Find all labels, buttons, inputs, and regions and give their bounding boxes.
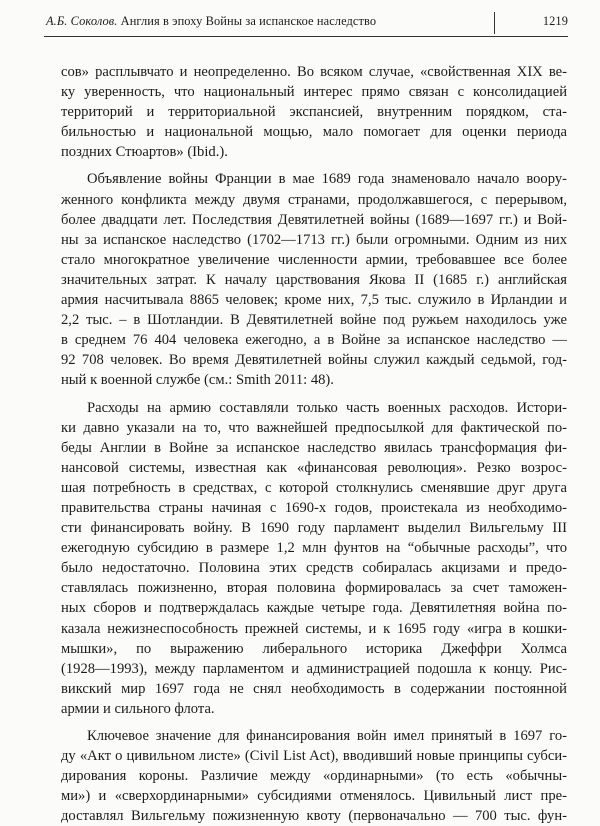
text-line: Ключевое значение для финансирования войн имел принятый в 1697 го-: [87, 728, 567, 744]
paragraph: [61, 398, 567, 720]
text-line: армия насчитывала 8865 человек; кроме них, 7,5 тыс. служило в Ирландии и: [61, 292, 567, 309]
text-line: ду «Акт о цивильном листе» (Civil List Act), вводивший новые принципы субси-: [61, 748, 567, 765]
text-line: ный к военной службе (см.: Smith 2011: 48).: [61, 372, 334, 389]
text-line: нансовой системы, известная как «финансовая революция». Резко возрос-: [61, 459, 567, 476]
body-text: [61, 62, 567, 826]
text-line: (1928—1993), между парламентом и администрацией подошла к концу. Рис-: [61, 660, 567, 677]
header-author: А.Б. Соколов.: [46, 14, 118, 28]
text-line: было недостаточно. Половина этих средств собиралась акцизами и предо-: [61, 560, 567, 577]
text-line: ны за испанское наследство (1702—1713 гг.) были огромными. Одним из них: [61, 231, 567, 248]
running-header-title: [46, 14, 376, 29]
text-line: ставлялась пожизненно, вторая половина формировалась за счет таможен-: [61, 580, 567, 597]
text-line: значительных затрат. К началу царствования Якова II (1685 г.) английская: [61, 271, 567, 288]
header-rule: [44, 36, 568, 37]
text-line: в среднем 76 404 человека ежегодно, а в Войне за испанское наследство —: [61, 332, 567, 349]
text-line: ежегодную субсидию в размере 1,2 млн фунтов на “обычные расходы”, что: [61, 540, 567, 557]
text-line: ных сборов и подтверждалась каждые четыре года. Девятилетняя война по-: [61, 600, 567, 617]
paragraph: [61, 169, 567, 390]
text-line: 92 708 человек. Во время Девятилетней войны служил каждый седьмой, год-: [61, 352, 567, 369]
paragraph: [61, 726, 567, 826]
paragraph: [61, 62, 567, 162]
text-line: территорий и территориальной экспансией, внутренним порядком, ста-: [61, 104, 567, 121]
text-line: стало многократное увеличение численности армии, требовавшее все более: [61, 251, 567, 268]
text-line: Объявление войны Франции в мае 1689 года знаменовало начало воору-: [87, 171, 567, 188]
text-line: викский мир 1697 года не снял необходимость в содержании постоянной: [61, 680, 567, 697]
text-line: 2,2 тыс. – в Шотландии. В Девятилетней войне под ружьем находилось уже: [61, 312, 567, 329]
page-number: 1219: [542, 14, 568, 28]
header-separator: [494, 12, 495, 34]
text-line: Расходы на армию составляли только часть военных расходов. Истори-: [87, 399, 567, 416]
text-line: казала нежизнеспособность прежней системы, и к 1695 году «игра в кошки-: [61, 620, 567, 637]
header-book-title: Англия в эпоху Войны за испанское наследство: [120, 14, 377, 28]
text-line: ми») и «сверхординарными» субсидиями отменялось. Цивильный лист пре-: [61, 788, 567, 805]
text-line: доставлял Вильгельму пожизненную квоту (первоначально — 700 тыс. фун-: [61, 808, 567, 825]
text-line: женного конфликта между двумя странами, продолжавшегося, с перерывом,: [61, 191, 567, 208]
text-line: дирования короны. Различие между «ординарными» (то есть «обычны-: [61, 768, 567, 785]
text-line: мышки», по выражению либерального историка Джеффри Холмса: [61, 640, 567, 657]
text-line: правительства страны начиная с 1690-х годов, проистекала из необходимо-: [61, 499, 567, 516]
text-line: армии и сильного флота.: [61, 700, 215, 717]
text-line: сти финансировать войну. В 1690 году парламент выделил Вильгельму III: [61, 520, 567, 537]
text-line: сов» расплывчато и неопределенно. Во всяком случае, «свойственная XIX ве-: [61, 64, 567, 80]
running-header: [44, 12, 568, 34]
text-line: шая потребность в средствах, с которой столкнулись сменявшие друг друга: [61, 479, 567, 496]
text-line: поздних Стюартов» (Ibid.).: [61, 144, 228, 161]
text-line: беды Англии в Войне за испанское наследство явилась трансформация фи-: [61, 439, 567, 456]
text-line: бильностью и национальной мощью, мало помогает для оценки периода: [61, 124, 567, 141]
text-line: более двадцати лет. Последствия Девятилетней войны (1689—1697 гг.) и Вой-: [61, 211, 567, 228]
text-line: ки давно указали на то, что важнейшей предпосылкой для фактической по-: [61, 419, 567, 436]
text-line: ку уверенность, что национальный интерес прямо связан с консолидацией: [61, 84, 567, 101]
